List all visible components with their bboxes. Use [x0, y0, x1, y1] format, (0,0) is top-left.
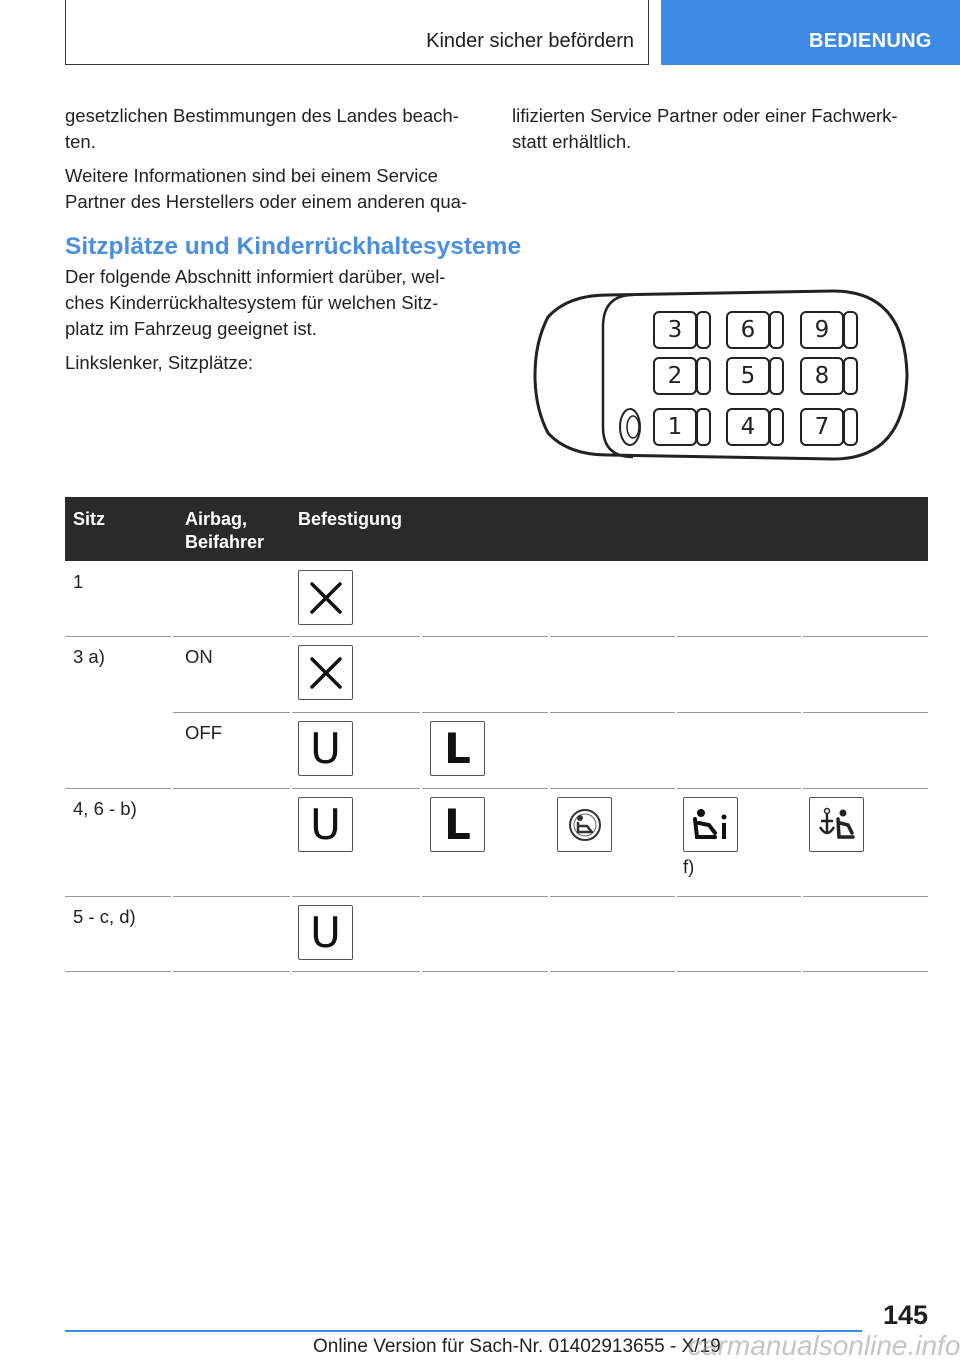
universal-u-icon: U [298, 721, 353, 776]
paragraph: Weitere Informationen sind bei einem Service Partner des Herstellers oder einem anderen qua- [65, 165, 468, 212]
col-header-sitz: Sitz [73, 509, 106, 529]
seat-layout-diagram [533, 287, 910, 463]
table-row [65, 896, 928, 971]
paragraph: gesetzlichen Bestimmungen des Landes beach-ten. [65, 105, 459, 152]
cell-sitz: 3 a) [73, 646, 105, 667]
watermark: carmanualsonline.info [688, 1330, 960, 1361]
right-column [512, 103, 932, 163]
row-divider [803, 971, 928, 972]
cell-sitz: 5 - c, d) [73, 906, 136, 927]
footnote-ref: f) [683, 856, 695, 877]
seat-1 [653, 408, 713, 446]
row-divider [677, 971, 801, 972]
table-row [65, 712, 928, 788]
seat-number: 3 [667, 317, 683, 343]
paragraph: Linkslenker, Sitzplätze: [65, 352, 254, 373]
page-number: 145 [882, 1300, 928, 1330]
universal-u-icon: U [298, 905, 353, 960]
row-divider [550, 971, 675, 972]
seat-number: 2 [667, 363, 683, 389]
col-header-airbag: Airbag, Beifahrer [185, 509, 265, 552]
isofix-seat-icon [557, 797, 612, 852]
seat-number: 7 [814, 414, 830, 440]
seat-number: 5 [740, 363, 756, 389]
footer-version: Online Version für Sach-Nr. 01402913655 - X/19 [313, 1336, 721, 1357]
row-divider [173, 971, 290, 972]
chapter-title: Kinder sicher befördern [426, 30, 634, 52]
steering-wheel-icon [620, 409, 640, 445]
top-tether-anchor-icon [809, 797, 864, 852]
header-title-box [65, 0, 649, 65]
left-column [65, 103, 485, 223]
seat-2 [653, 357, 713, 395]
seat-number: 4 [740, 414, 756, 440]
row-divider [65, 971, 171, 972]
universal-u-icon: U [298, 797, 353, 852]
row-divider [292, 971, 420, 972]
table-header [65, 497, 928, 561]
cross-icon [298, 645, 353, 700]
section-heading: Sitzplätze und Kinderrückhaltesysteme [65, 233, 522, 260]
l-icon: L [430, 721, 485, 776]
seat-3 [653, 311, 713, 349]
table-row [65, 561, 928, 636]
paragraph: Der folgende Abschnitt informiert darüber, wel-ches Kinderrückhaltesystem für welchen Sitz-platz im Fahrzeug geeignet ist. [65, 266, 446, 339]
seat-number: 6 [740, 317, 756, 343]
col-header-befestigung: Befestigung [298, 509, 403, 529]
cell-airbag: ON [185, 646, 213, 667]
seat-6 [726, 311, 786, 349]
header-section-tab[interactable] [661, 0, 960, 65]
cross-icon [298, 570, 353, 625]
section-intro [65, 264, 485, 384]
table-row [65, 636, 928, 712]
cell-sitz: 1 [73, 571, 84, 592]
seat-number: 9 [814, 317, 830, 343]
cell-sitz: 4, 6 - b) [73, 798, 137, 819]
section-label: BEDIENUNG [809, 30, 932, 52]
l-icon: L [430, 797, 485, 852]
seat-7 [800, 408, 860, 446]
paragraph: lifizierten Service Partner oder einer Fachwerk-statt erhältlich. [512, 105, 898, 152]
seat-9 [800, 311, 860, 349]
table-row [65, 788, 928, 896]
seat-number: 1 [667, 414, 683, 440]
seat-8 [800, 357, 860, 395]
seat-number: 8 [814, 363, 830, 389]
i-size-seat-icon [683, 797, 738, 852]
seat-5 [726, 357, 786, 395]
row-divider [422, 971, 548, 972]
cell-airbag: OFF [185, 722, 222, 743]
seat-4 [726, 408, 786, 446]
